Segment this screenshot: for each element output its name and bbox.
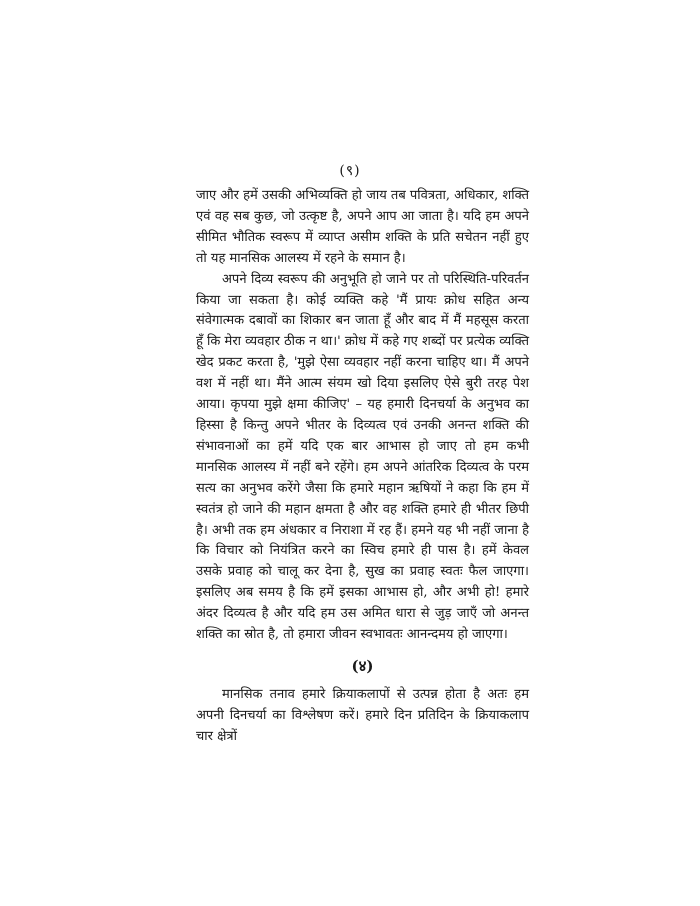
- paragraph-2: अपने दिव्य स्वरूप की अनुभूति हो जाने पर तो परिस्थिति-परिवर्तन किया जा सकता है। कोई व्यक्ति कहे 'मैं प्रायः क्रोध सहित अन्य संवेगात्मक दबावों का शिकार बन जाता हूँ और बाद में मैं महसूस करता हूँ कि मेरा व्यवहार ठीक न था।' क्रोध में कहे गए शब्दों पर प्रत्येक व्यक्ति खेद प्रकट करता है, 'मुझे ऐसा व्यवहार नहीं करना चाहिए था। मैं अपने वश में नहीं था। मैंने आत्म संयम खो दिया इसलिए ऐसे बुरी तरह पेश आया। कृपया मुझे क्षमा कीजिए' – यह हमारी दिनचर्या के अनुभव का हिस्सा है किन्तु अपने भीतर के दिव्यत्व एवं उनकी अनन्त शक्ति की संभावनाओं का हमें यदि एक बार आभास हो जाए तो हम कभी मानसिक आलस्य में नहीं बने रहेंगे। हम अपने आंतरिक दिव्यत्व के परम सत्य का अनुभव करेंगे जैसा कि हमारे महान ऋषियों ने कहा कि हम में स्वतंत्र हो जाने की महान क्षमता है और वह शक्ति हमारे ही भीतर छिपी है। अभी तक हम अंधकार व निराशा में रह हैं। हमने यह भी नहीं जाना है कि विचार को नियंत्रित करने का स्विच हमारे ही पास है। हमें केवल उसके प्रवाह को चालू कर देना है, सुख का प्रवाह स्वतः फैल जाएगा। इसलिए अब समय है कि हमें इसका आभास हो, और अभी हो! हमारे अंदर दिव्यत्व है और यदि हम उस अमित धारा से जुड़ जाएँ जो अनन्त शक्ति का स्रोत है, तो हमारा जीवन स्वभावतः आनन्दमय हो जाएगा।: [196, 271, 529, 643]
- paragraph-1: जाए और हमें उसकी अभिव्यक्ति हो जाय तब पवित्रता, अधिकार, शक्ति एवं वह सब कुछ, जो उत्कृष्ट है, अपने आप आ जाता है। यदि हम अपने सीमित भौतिक स्वरूप में व्याप्त असीम शक्ति के प्रति सचेतन नहीं हुए तो यह मानसिक आलस्य में रहने के समान है।: [196, 188, 529, 266]
- section-heading: (४): [351, 656, 374, 675]
- section-paragraph: मानसिक तनाव हमारे क्रियाकलापों से उत्पन्न होता है अतः हम अपनी दिनचर्या का विश्लेषण करें। हमारे दिन प्रतिदिन के क्रियाकलाप चार क्षेत्रों: [196, 686, 529, 744]
- body-text: [196, 186, 529, 748]
- page-number: (९): [339, 163, 361, 179]
